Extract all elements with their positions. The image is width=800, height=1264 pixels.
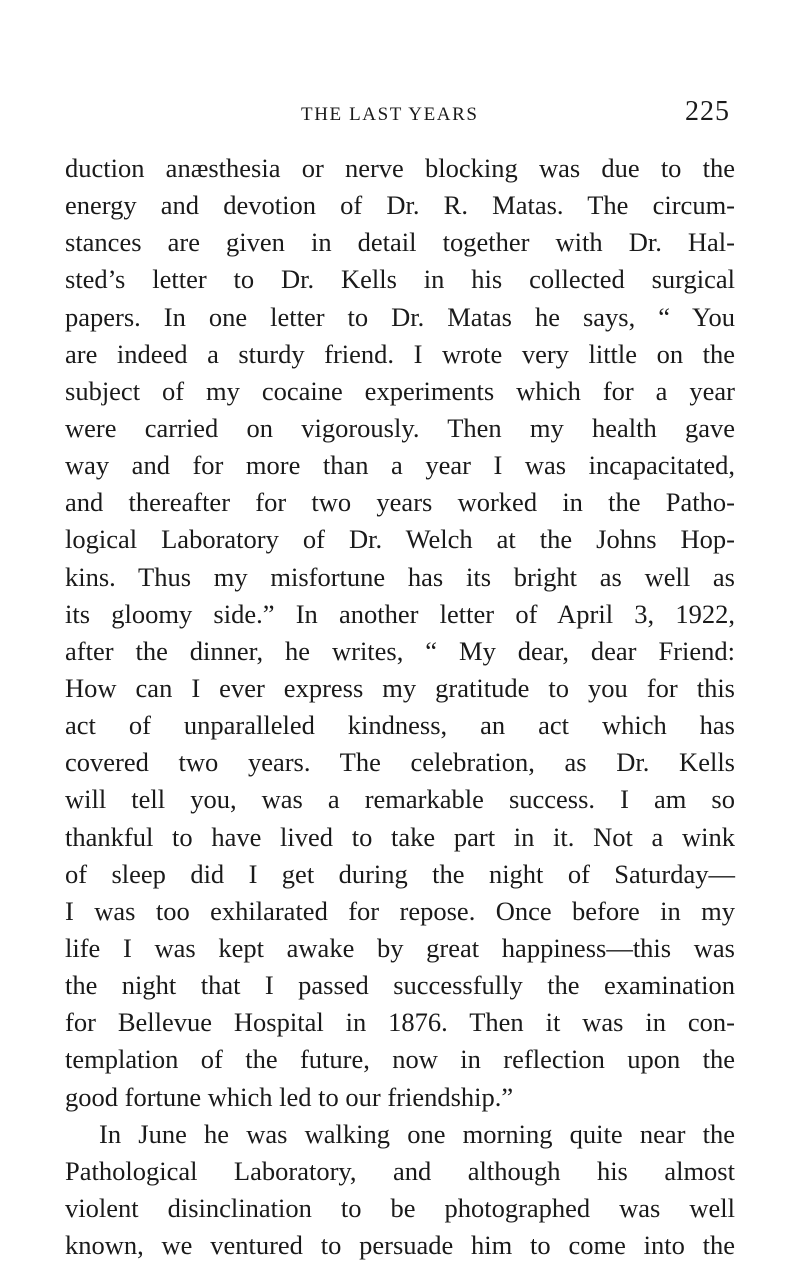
text-line: kins. Thus my misfortune has its bright as well as bbox=[65, 561, 735, 592]
text-line: are indeed a sturdy friend. I wrote very little on the bbox=[65, 338, 735, 369]
text-line: logical Laboratory of Dr. Welch at the Johns Hop- bbox=[65, 524, 735, 555]
text-line: subject of my cocaine experiments which for a year bbox=[65, 375, 735, 406]
text-line: were carried on vigorously. Then my health gave bbox=[65, 412, 735, 443]
text-line: papers. In one letter to Dr. Matas he says, “ You bbox=[65, 301, 735, 332]
paragraph-start-line: In June he was walking one morning quite near the bbox=[99, 1118, 735, 1149]
page-number: 225 bbox=[685, 96, 730, 127]
text-line: covered two years. The celebration, as Dr. Kells bbox=[65, 747, 735, 778]
text-line: of sleep did I get during the night of Saturday— bbox=[65, 858, 735, 889]
text-line: templation of the future, now in reflection upon the bbox=[65, 1044, 735, 1075]
text-line: thankful to have lived to take part in it. Not a wink bbox=[65, 821, 735, 852]
text-line: How can I ever express my gratitude to you for this bbox=[65, 672, 735, 703]
text-line: its gloomy side.” In another letter of April 3, 1922, bbox=[65, 598, 735, 629]
text-line: and thereafter for two years worked in the Patho- bbox=[65, 487, 735, 518]
text-line: Pathological Laboratory, and although his almost bbox=[65, 1155, 735, 1186]
body-text bbox=[65, 150, 735, 1264]
text-line: after the dinner, he writes, “ My dear, dear Friend: bbox=[65, 635, 735, 666]
text-line: act of unparalleled kindness, an act which has bbox=[65, 710, 735, 741]
text-line: duction anæsthesia or nerve blocking was due to the bbox=[65, 153, 735, 183]
page-header bbox=[0, 96, 800, 140]
text-line: life I was kept awake by great happiness—this was bbox=[65, 932, 735, 963]
text-line: violent disinclination to be photographed was well bbox=[65, 1192, 735, 1223]
text-line: for Bellevue Hospital in 1876. Then it was in con- bbox=[65, 1007, 735, 1038]
text-line: known, we ventured to persuade him to come into the bbox=[65, 1230, 735, 1261]
running-title: THE LAST YEARS bbox=[301, 104, 479, 125]
text-line: the night that I passed successfully the examination bbox=[65, 970, 735, 1001]
text-line: will tell you, was a remarkable success. I am so bbox=[65, 784, 735, 815]
text-line: way and for more than a year I was incapacitated, bbox=[65, 450, 735, 481]
text-line: I was too exhilarated for repose. Once before in my bbox=[65, 895, 735, 926]
text-line: energy and devotion of Dr. R. Matas. The circum- bbox=[65, 190, 735, 221]
paragraph-end-line: good fortune which led to our friendship.” bbox=[65, 1081, 514, 1112]
text-line: stances are given in detail together with Dr. Hal- bbox=[65, 227, 735, 258]
text-line: sted’s letter to Dr. Kells in his collected surgical bbox=[65, 264, 735, 295]
